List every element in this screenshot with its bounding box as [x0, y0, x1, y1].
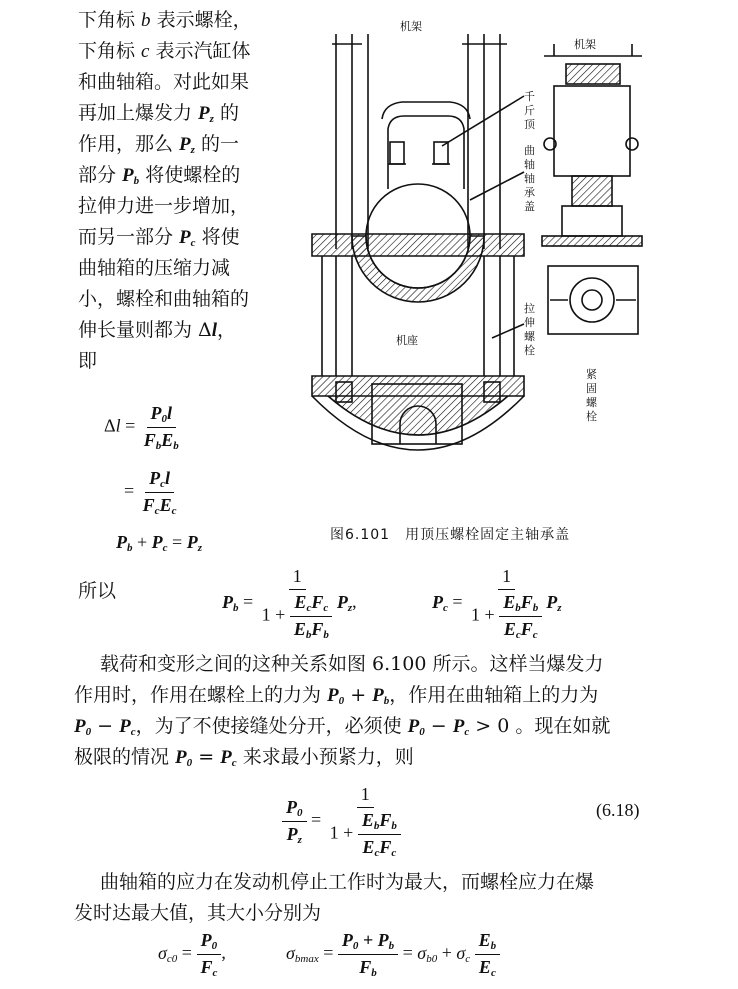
text-line-5: 作用，那么 $P_z$ 的一	[78, 133, 239, 156]
svg-text:伸: 伸	[524, 316, 535, 329]
text-line-4: 再加上爆发力 $P_z$ 的	[78, 102, 239, 125]
formula-sigma-bmax: $\sigma_{bmax}$ = $\frac{P_0 + P_b}{F_b}$ = $\sigma_{b0} + \sigma_c$ $\frac{E_b}{E_c}$	[286, 930, 500, 979]
label-crank-cap	[524, 143, 535, 213]
svg-text:顶: 顶	[524, 118, 535, 131]
svg-text:斤: 斤	[524, 104, 535, 117]
text-line-9: 曲轴箱的压缩力减	[78, 257, 231, 279]
para1-line-4: 极限的情况 $P_0 = P_c$ 来求最小预紧力，则	[74, 746, 414, 769]
label-frame-left: 机架	[400, 20, 422, 33]
para2-line-2: 发时达最大值，其大小分别为	[74, 902, 322, 924]
formula-pc: $P_c$ = 1 1 + $\frac{E_bF_b}{E_cF_c}$ $P_z$	[432, 566, 562, 641]
svg-text:栓: 栓	[524, 344, 535, 357]
svg-text:拉: 拉	[524, 302, 535, 315]
text-line-1: 下角标 b 表示螺栓，	[78, 9, 252, 31]
equation-number: (6.18)	[596, 800, 640, 820]
svg-text:千: 千	[524, 90, 535, 103]
engine-bearing-figure	[292, 4, 644, 482]
text-line-12: 即	[78, 350, 98, 372]
para2-line-1: 曲轴箱的应力在发动机停止工作时为最大，而螺栓应力在爆	[100, 871, 595, 893]
label-suoyi: 所以	[78, 580, 117, 602]
formula-delta-l-1: Δl = $\frac{P_0l}{F_bE_b}$	[104, 403, 179, 452]
label-fastening-bolt	[586, 367, 598, 423]
svg-text:轴: 轴	[524, 172, 535, 185]
formula-sigma-c0: $\sigma_{c0}$ = $\frac{P_0}{F_c}$ ,	[158, 930, 226, 979]
svg-text:螺: 螺	[524, 330, 535, 343]
svg-text:紧: 紧	[586, 368, 597, 381]
formula-pb: $P_b$ = 1 1 + $\frac{E_cF_c}{E_bF_b}$ $P_z$,	[222, 566, 357, 641]
formula-delta-l-2: = $\frac{P_cl}{F_cE_c}$	[124, 468, 177, 517]
figure-caption: 图6.101 用顶压螺栓固定主轴承盖	[330, 527, 571, 543]
para1-line-3: $P_0 - P_c$，为了不使接缝处分开，必须使 $P_0 - P_c > 0$ 。现在如就	[74, 715, 611, 738]
text-line-8: 而另一部分 $P_c$ 将使	[78, 226, 240, 249]
text-line-7: 拉伸力进一步增加，	[78, 195, 250, 217]
label-base: 机座	[396, 334, 418, 347]
label-jack	[524, 90, 536, 131]
svg-text:承: 承	[524, 186, 535, 199]
svg-text:盖: 盖	[524, 200, 535, 213]
svg-text:栓: 栓	[586, 410, 597, 423]
label-frame-right: 机架	[574, 38, 596, 51]
text-line-3: 和曲轴箱。对此如果	[78, 71, 250, 93]
svg-text:固: 固	[586, 382, 597, 395]
svg-text:曲: 曲	[524, 144, 535, 157]
para1-line-2: 作用时，作用在螺栓上的力为 $P_0 + P_b$，作用在曲轴箱上的力为	[74, 684, 599, 707]
text-line-6: 部分 $P_b$ 将使螺栓的	[78, 164, 241, 187]
text-line-2: 下角标 c 表示汽缸体	[78, 40, 251, 62]
formula-6-18: $\frac{P_0}{P_z}$ = 1 1 + $\frac{E_bF_b}{E_cF_c}$	[282, 784, 405, 859]
label-tension-bolt	[524, 301, 536, 357]
text-line-10: 小，螺栓和曲轴箱的	[78, 288, 250, 310]
para1-line-1: 载荷和变形之间的这种关系如图 6.100 所示。这样当爆发力	[100, 653, 604, 675]
svg-text:轴: 轴	[524, 158, 535, 171]
formula-force-sum: $P_b + P_c = P_z$	[116, 532, 202, 554]
text-line-11: 伸长量则都为 Δl，	[78, 319, 237, 341]
svg-text:螺: 螺	[586, 396, 597, 409]
